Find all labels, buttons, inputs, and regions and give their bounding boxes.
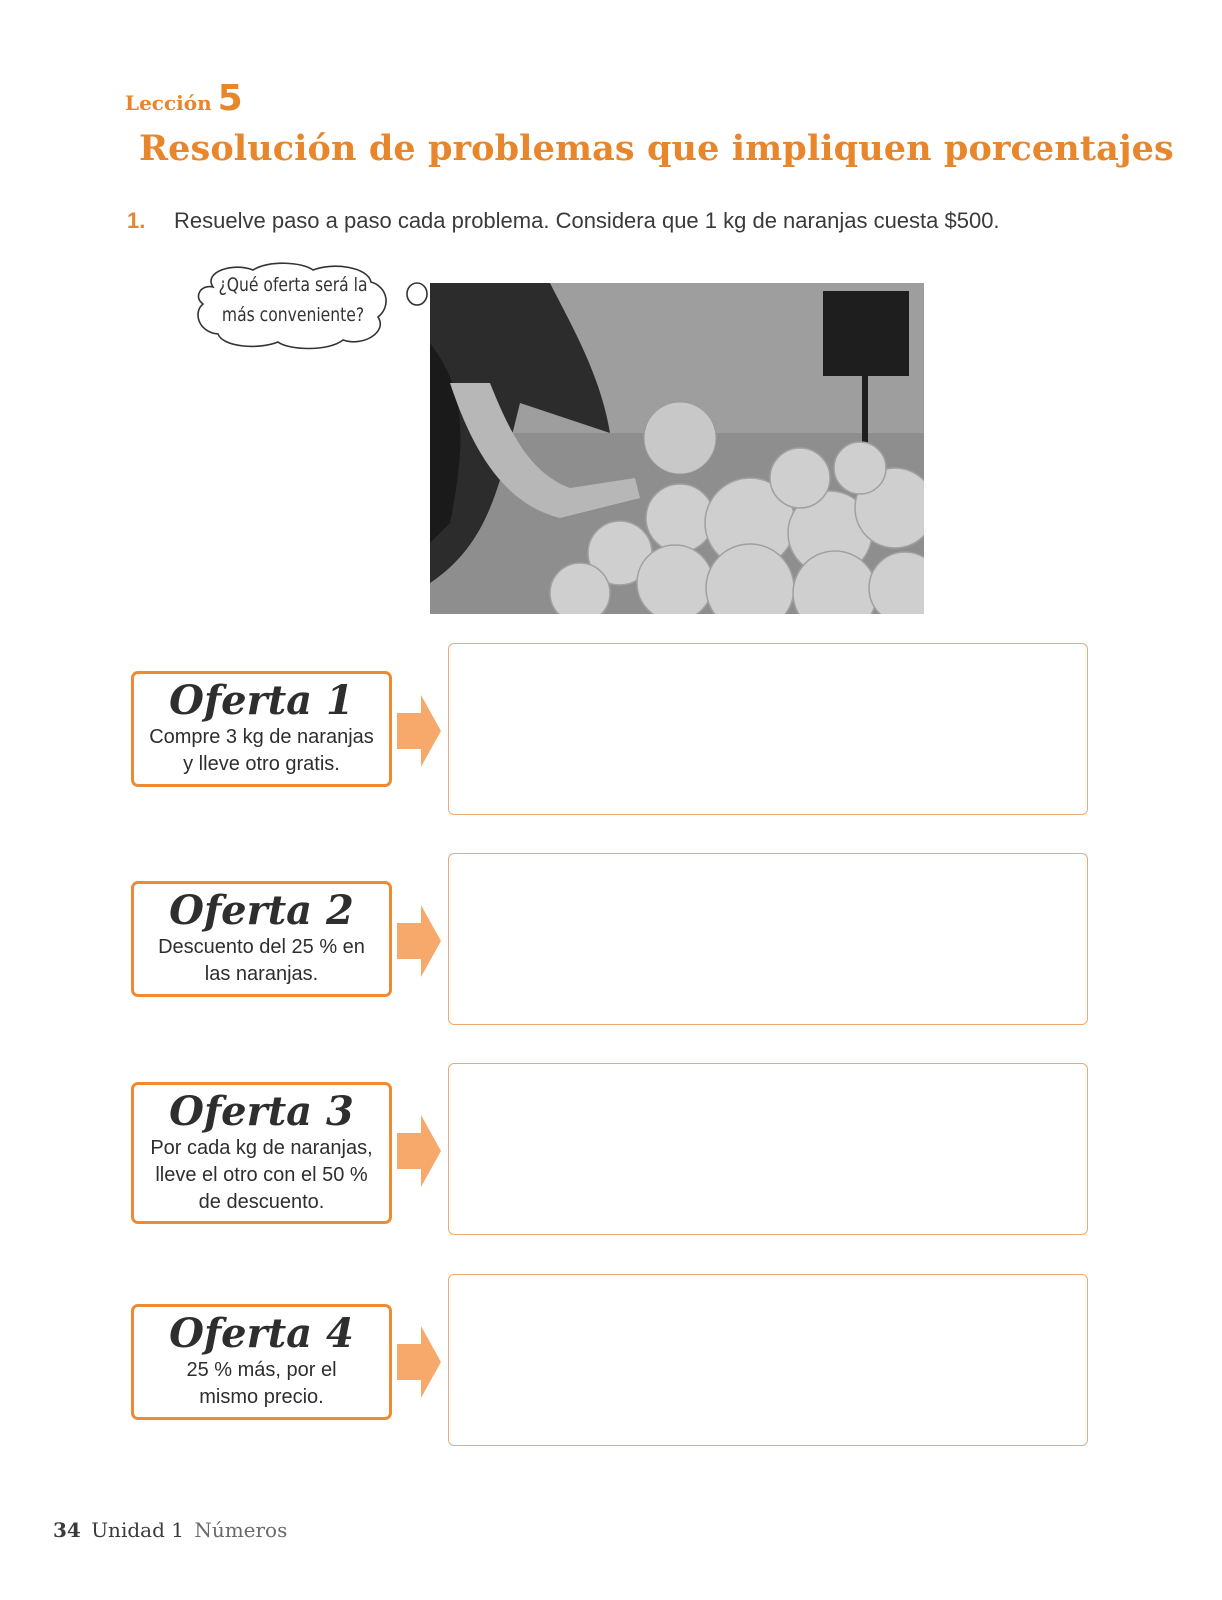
- thought-bubble: [193, 262, 393, 352]
- offer-line: y lleve otro gratis.: [183, 753, 340, 775]
- offer-line: Descuento del 25 % en: [158, 936, 365, 958]
- page-number: 34: [53, 1518, 81, 1542]
- offer-line: Por cada kg de naranjas,: [150, 1137, 373, 1159]
- offer-line: las naranjas.: [204, 963, 319, 985]
- page-title: Resolución de problemas que impliquen porcentajes: [139, 128, 1174, 169]
- offer-line: de descuento.: [198, 1191, 325, 1213]
- thought-line-2: más conveniente?: [221, 304, 365, 326]
- thought-line-1: ¿Qué oferta será la: [218, 274, 368, 296]
- topic-label: Números: [194, 1518, 288, 1542]
- page-footer: [53, 1518, 287, 1542]
- instruction-number: 1.: [127, 208, 146, 233]
- lesson-number: 5: [217, 78, 243, 119]
- answer-box-1[interactable]: [448, 643, 1088, 815]
- instruction: [127, 208, 1000, 234]
- offer-line: Compre 3 kg de naranjas: [149, 726, 374, 748]
- arrow-right-icon: [397, 1115, 442, 1187]
- unit-label: Unidad 1: [91, 1518, 184, 1542]
- answer-box-2[interactable]: [448, 853, 1088, 1025]
- thought-text: [211, 270, 375, 330]
- offer-title: Oferta 3: [169, 1088, 354, 1135]
- offer-card-1: [131, 671, 392, 787]
- offer-title: Oferta 1: [169, 677, 354, 724]
- photo-oranges: [430, 283, 924, 614]
- offer-title: Oferta 2: [169, 887, 354, 934]
- offer-line: lleve el otro con el 50 %: [155, 1164, 368, 1186]
- arrow-right-icon: [397, 905, 442, 977]
- arrow-right-icon: [397, 695, 442, 767]
- offer-line: mismo precio.: [199, 1386, 324, 1408]
- offer-description: [134, 1135, 389, 1224]
- offer-line: 25 % más, por el: [186, 1359, 337, 1381]
- instruction-text: Resuelve paso a paso cada problema. Considera que 1 kg de naranjas cuesta $500.: [174, 208, 1000, 233]
- answer-box-4[interactable]: [448, 1274, 1088, 1446]
- arrow-right-icon: [397, 1326, 442, 1398]
- answer-box-3[interactable]: [448, 1063, 1088, 1235]
- lesson-heading: [125, 78, 243, 119]
- offer-description: [134, 934, 389, 996]
- offer-card-4: [131, 1304, 392, 1420]
- offer-card-2: [131, 881, 392, 997]
- offer-description: [134, 724, 389, 786]
- offer-card-3: [131, 1082, 392, 1224]
- offer-description: [134, 1357, 389, 1419]
- offer-title: Oferta 4: [169, 1310, 354, 1357]
- lesson-label: Lección: [125, 91, 212, 115]
